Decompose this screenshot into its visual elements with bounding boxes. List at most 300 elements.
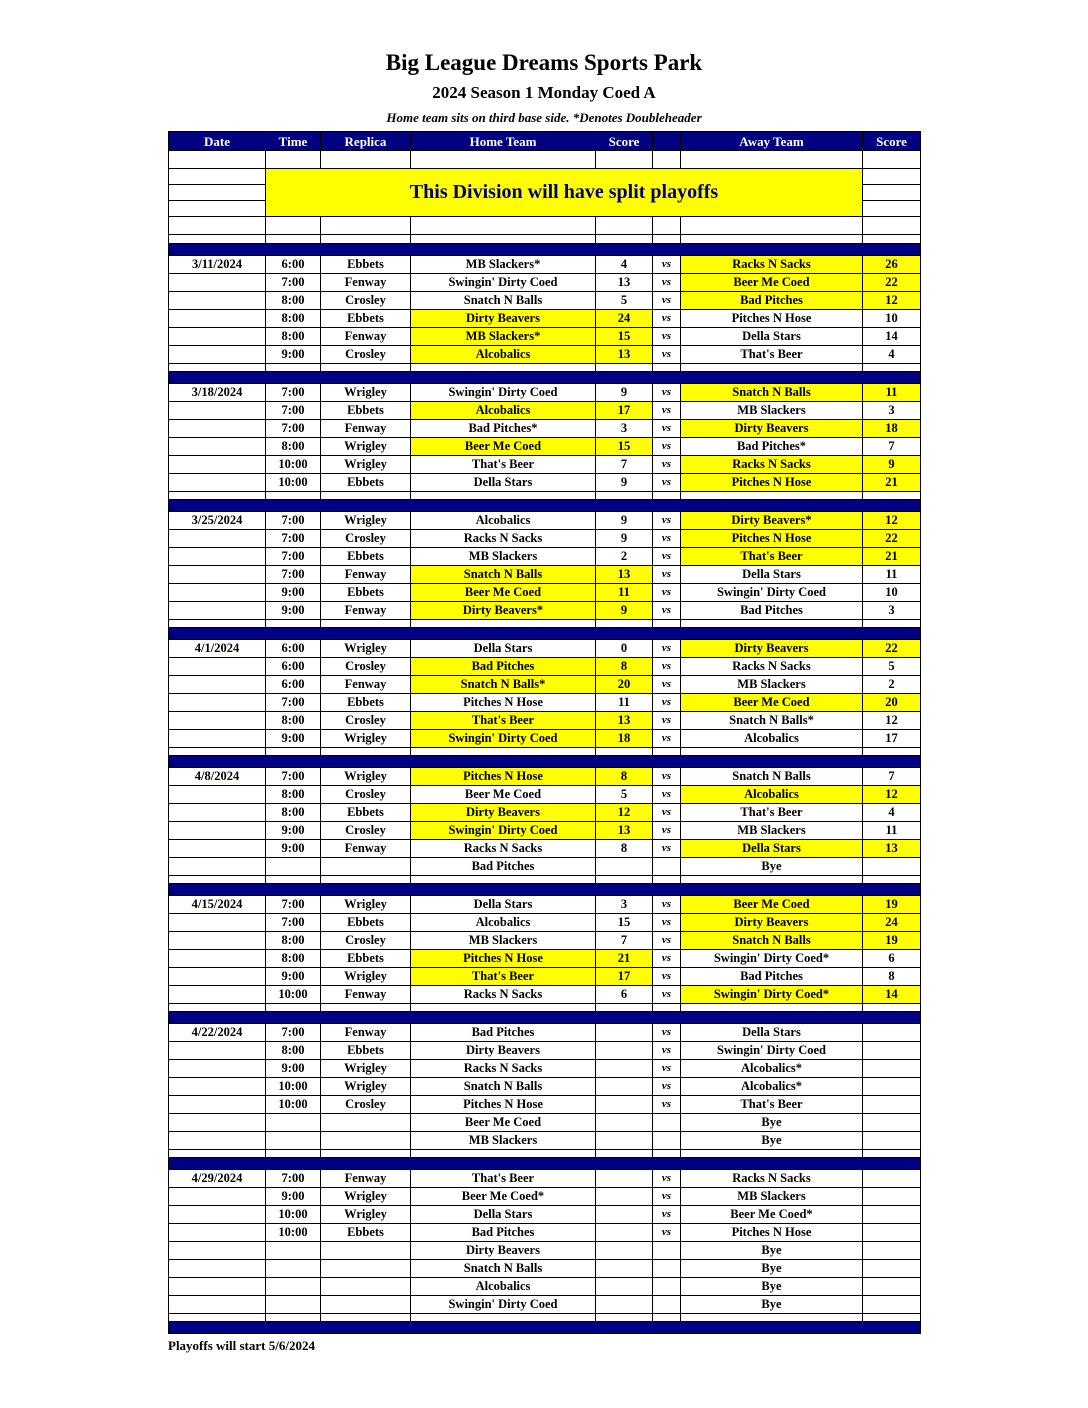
date-cell — [169, 420, 266, 438]
home-team-cell: Racks N Sacks — [411, 986, 596, 1004]
away-score-cell: 12 — [863, 786, 921, 804]
vs-label: vs — [653, 548, 681, 566]
date-cell — [169, 968, 266, 986]
date-cell — [169, 986, 266, 1004]
home-score-cell: 8 — [596, 840, 653, 858]
blank-row — [169, 235, 921, 244]
game-row — [169, 968, 921, 986]
date-cell — [169, 712, 266, 730]
home-score-cell — [596, 1042, 653, 1060]
replica-cell: Ebbets — [321, 584, 411, 602]
home-score-cell: 3 — [596, 896, 653, 914]
away-score-cell: 21 — [863, 474, 921, 492]
time-cell: 7:00 — [266, 566, 321, 584]
home-team-cell: Bad Pitches* — [411, 420, 596, 438]
game-row — [169, 986, 921, 1004]
home-team-cell: Dirty Beavers — [411, 310, 596, 328]
away-team-cell: Bye — [681, 1242, 863, 1260]
home-team-cell: Alcobalics — [411, 346, 596, 364]
home-score-cell — [596, 1078, 653, 1096]
date-cell — [169, 858, 266, 876]
spacer-cell — [596, 364, 653, 372]
away-team-cell: Bad Pitches — [681, 292, 863, 310]
date-cell — [169, 310, 266, 328]
home-team-cell: Beer Me Coed* — [411, 1188, 596, 1206]
home-score-cell: 7 — [596, 932, 653, 950]
date-cell: 4/15/2024 — [169, 896, 266, 914]
vs-label: vs — [653, 1096, 681, 1114]
away-team-cell: Beer Me Coed — [681, 274, 863, 292]
home-score-cell — [596, 1096, 653, 1114]
away-team-cell: Swingin' Dirty Coed* — [681, 950, 863, 968]
spacer-cell — [266, 876, 321, 884]
game-row — [169, 530, 921, 548]
date-cell — [169, 346, 266, 364]
away-team-cell: Della Stars — [681, 566, 863, 584]
replica-cell: Fenway — [321, 1024, 411, 1042]
time-cell: 7:00 — [266, 914, 321, 932]
date-cell: 4/22/2024 — [169, 1024, 266, 1042]
spacer-cell — [266, 748, 321, 756]
away-team-cell: MB Slackers — [681, 822, 863, 840]
spacer-cell — [596, 876, 653, 884]
replica-cell: Wrigley — [321, 896, 411, 914]
game-row — [169, 512, 921, 530]
home-score-cell — [596, 1242, 653, 1260]
spacer-row — [169, 748, 921, 756]
spacer-cell — [653, 1004, 681, 1012]
home-team-cell: Pitches N Hose — [411, 950, 596, 968]
time-cell — [266, 858, 321, 876]
date-cell — [169, 1188, 266, 1206]
division-banner: This Division will have split playoffs — [266, 169, 863, 217]
home-team-cell: That's Beer — [411, 968, 596, 986]
home-team-cell: Beer Me Coed — [411, 584, 596, 602]
spacer-cell — [266, 492, 321, 500]
time-cell: 8:00 — [266, 786, 321, 804]
date-cell — [169, 566, 266, 584]
vs-label: vs — [653, 932, 681, 950]
home-team-cell: MB Slackers* — [411, 328, 596, 346]
replica-cell: Wrigley — [321, 1188, 411, 1206]
away-team-cell: Snatch N Balls — [681, 384, 863, 402]
home-score-cell — [596, 1278, 653, 1296]
away-score-cell — [863, 1042, 921, 1060]
game-row — [169, 640, 921, 658]
home-team-cell: MB Slackers* — [411, 256, 596, 274]
home-score-cell: 7 — [596, 456, 653, 474]
date-cell — [169, 914, 266, 932]
replica-cell: Fenway — [321, 1170, 411, 1188]
replica-cell: Fenway — [321, 840, 411, 858]
replica-cell: Crosley — [321, 932, 411, 950]
game-row — [169, 328, 921, 346]
date-cell — [169, 676, 266, 694]
game-row — [169, 346, 921, 364]
date-cell: 4/29/2024 — [169, 1170, 266, 1188]
game-row — [169, 310, 921, 328]
home-score-cell — [596, 1260, 653, 1278]
replica-cell: Wrigley — [321, 730, 411, 748]
game-row — [169, 584, 921, 602]
game-row — [169, 1296, 921, 1314]
vs-label: vs — [653, 986, 681, 1004]
game-row — [169, 438, 921, 456]
vs-label: vs — [653, 1042, 681, 1060]
game-row — [169, 1078, 921, 1096]
home-score-cell: 17 — [596, 968, 653, 986]
home-score-cell: 8 — [596, 658, 653, 676]
replica-cell — [321, 1242, 411, 1260]
replica-cell: Fenway — [321, 986, 411, 1004]
replica-cell: Ebbets — [321, 256, 411, 274]
spacer-cell — [653, 1314, 681, 1322]
week-separator — [169, 244, 921, 256]
spacer-cell — [169, 364, 266, 372]
home-score-cell: 9 — [596, 602, 653, 620]
home-score-cell: 13 — [596, 822, 653, 840]
home-team-cell: Snatch N Balls — [411, 566, 596, 584]
away-score-cell — [863, 1188, 921, 1206]
home-score-cell: 0 — [596, 640, 653, 658]
spacer-cell — [266, 1004, 321, 1012]
spacer-cell — [169, 1314, 266, 1322]
date-cell — [169, 1042, 266, 1060]
date-cell — [169, 694, 266, 712]
replica-cell: Wrigley — [321, 968, 411, 986]
away-score-cell: 22 — [863, 640, 921, 658]
replica-cell: Crosley — [321, 658, 411, 676]
date-cell — [169, 1206, 266, 1224]
replica-cell: Crosley — [321, 1096, 411, 1114]
away-team-cell: Bye — [681, 1114, 863, 1132]
away-score-cell — [863, 1260, 921, 1278]
spacer-cell — [411, 876, 596, 884]
away-score-cell: 22 — [863, 274, 921, 292]
date-cell — [169, 840, 266, 858]
game-row — [169, 1132, 921, 1150]
time-cell: 9:00 — [266, 602, 321, 620]
time-cell: 7:00 — [266, 548, 321, 566]
time-cell: 7:00 — [266, 384, 321, 402]
replica-cell — [321, 1132, 411, 1150]
away-team-cell: Snatch N Balls — [681, 768, 863, 786]
time-cell: 9:00 — [266, 1188, 321, 1206]
home-score-cell — [596, 1114, 653, 1132]
spacer-cell — [321, 1150, 411, 1158]
date-cell — [169, 822, 266, 840]
home-team-cell: Beer Me Coed — [411, 786, 596, 804]
home-score-cell: 9 — [596, 512, 653, 530]
away-score-cell: 13 — [863, 840, 921, 858]
time-cell: 8:00 — [266, 950, 321, 968]
home-team-cell: Dirty Beavers — [411, 1242, 596, 1260]
game-row — [169, 914, 921, 932]
week-separator — [169, 500, 921, 512]
away-team-cell: Beer Me Coed* — [681, 1206, 863, 1224]
schedule-grid — [168, 131, 921, 1334]
date-cell — [169, 292, 266, 310]
home-team-cell: Bad Pitches — [411, 658, 596, 676]
vs-label: vs — [653, 694, 681, 712]
away-team-cell: Dirty Beavers — [681, 914, 863, 932]
away-score-cell: 12 — [863, 712, 921, 730]
time-cell: 7:00 — [266, 896, 321, 914]
time-cell: 8:00 — [266, 932, 321, 950]
spacer-cell — [596, 492, 653, 500]
replica-cell: Crosley — [321, 292, 411, 310]
game-row — [169, 456, 921, 474]
spacer-cell — [266, 1150, 321, 1158]
away-score-cell: 18 — [863, 420, 921, 438]
date-cell: 4/8/2024 — [169, 768, 266, 786]
away-team-cell: Bad Pitches — [681, 602, 863, 620]
away-score-cell: 11 — [863, 566, 921, 584]
time-cell: 10:00 — [266, 456, 321, 474]
time-cell — [266, 1278, 321, 1296]
replica-cell: Crosley — [321, 346, 411, 364]
date-cell — [169, 932, 266, 950]
away-score-cell: 11 — [863, 384, 921, 402]
away-score-cell — [863, 1114, 921, 1132]
home-team-cell: Beer Me Coed — [411, 438, 596, 456]
away-team-cell: Alcobalics* — [681, 1060, 863, 1078]
vs-label: vs — [653, 584, 681, 602]
home-team-note: Home team sits on third base side. *Denotes Doubleheader — [386, 110, 702, 125]
home-team-cell: Alcobalics — [411, 914, 596, 932]
home-team-cell: Swingin' Dirty Coed — [411, 384, 596, 402]
spacer-cell — [411, 620, 596, 628]
spacer-cell — [169, 1004, 266, 1012]
date-cell — [169, 548, 266, 566]
game-row — [169, 402, 921, 420]
vs-label — [653, 1278, 681, 1296]
spacer-cell — [681, 620, 863, 628]
away-score-cell — [863, 1206, 921, 1224]
replica-cell: Fenway — [321, 602, 411, 620]
home-score-cell — [596, 1170, 653, 1188]
banner-left-cells — [169, 169, 266, 217]
away-score-cell — [863, 1278, 921, 1296]
vs-label: vs — [653, 274, 681, 292]
away-score-cell: 3 — [863, 602, 921, 620]
replica-cell: Wrigley — [321, 438, 411, 456]
spacer-cell — [596, 1150, 653, 1158]
away-team-cell: Pitches N Hose — [681, 474, 863, 492]
date-cell — [169, 1078, 266, 1096]
away-score-cell: 14 — [863, 986, 921, 1004]
game-row — [169, 1170, 921, 1188]
away-team-cell: Bad Pitches — [681, 968, 863, 986]
time-cell: 9:00 — [266, 346, 321, 364]
spacer-cell — [596, 620, 653, 628]
vs-label — [653, 1260, 681, 1278]
date-cell — [169, 1278, 266, 1296]
home-team-cell: Swingin' Dirty Coed — [411, 822, 596, 840]
game-row — [169, 1060, 921, 1078]
away-score-cell: 2 — [863, 676, 921, 694]
home-score-cell: 13 — [596, 274, 653, 292]
replica-cell — [321, 1278, 411, 1296]
away-score-cell: 14 — [863, 328, 921, 346]
home-score-cell: 6 — [596, 986, 653, 1004]
spacer-cell — [681, 1314, 863, 1322]
vs-label: vs — [653, 530, 681, 548]
home-team-cell: Beer Me Coed — [411, 1114, 596, 1132]
vs-label: vs — [653, 822, 681, 840]
away-team-cell: Racks N Sacks — [681, 256, 863, 274]
replica-cell: Crosley — [321, 786, 411, 804]
away-team-cell: Beer Me Coed — [681, 896, 863, 914]
replica-cell: Fenway — [321, 676, 411, 694]
replica-cell — [321, 1114, 411, 1132]
spacer-cell — [321, 1004, 411, 1012]
home-score-cell: 9 — [596, 530, 653, 548]
game-row — [169, 548, 921, 566]
away-team-cell: Pitches N Hose — [681, 310, 863, 328]
home-score-cell: 15 — [596, 914, 653, 932]
away-team-cell: Alcobalics — [681, 730, 863, 748]
spacer-cell — [653, 492, 681, 500]
time-cell: 7:00 — [266, 512, 321, 530]
spacer-cell — [653, 364, 681, 372]
home-score-cell: 9 — [596, 474, 653, 492]
home-score-cell — [596, 1296, 653, 1314]
vs-label — [653, 1132, 681, 1150]
schedule-table — [168, 131, 922, 1354]
home-team-cell: That's Beer — [411, 456, 596, 474]
game-row — [169, 896, 921, 914]
spacer-cell — [321, 620, 411, 628]
away-score-cell: 19 — [863, 896, 921, 914]
week-separator — [169, 372, 921, 384]
time-cell: 8:00 — [266, 804, 321, 822]
spacer-cell — [321, 364, 411, 372]
vs-label: vs — [653, 402, 681, 420]
game-row — [169, 786, 921, 804]
game-row — [169, 1114, 921, 1132]
vs-label: vs — [653, 292, 681, 310]
replica-cell: Crosley — [321, 712, 411, 730]
game-row — [169, 1242, 921, 1260]
time-cell — [266, 1242, 321, 1260]
date-cell — [169, 1132, 266, 1150]
replica-cell: Fenway — [321, 566, 411, 584]
game-row — [169, 1278, 921, 1296]
spacer-cell — [321, 748, 411, 756]
date-cell — [169, 1260, 266, 1278]
vs-label: vs — [653, 1078, 681, 1096]
col-header-home-score: Score — [596, 132, 653, 151]
away-team-cell: Bye — [681, 1296, 863, 1314]
vs-label: vs — [653, 346, 681, 364]
game-row — [169, 1260, 921, 1278]
column-header-row — [169, 132, 921, 151]
replica-cell: Ebbets — [321, 402, 411, 420]
home-score-cell — [596, 1060, 653, 1078]
spacer-cell — [863, 364, 921, 372]
home-team-cell: Racks N Sacks — [411, 840, 596, 858]
game-row — [169, 822, 921, 840]
home-score-cell: 13 — [596, 346, 653, 364]
away-score-cell: 21 — [863, 548, 921, 566]
vs-label — [653, 1242, 681, 1260]
time-cell: 6:00 — [266, 658, 321, 676]
replica-cell — [321, 858, 411, 876]
away-score-cell: 4 — [863, 804, 921, 822]
away-score-cell: 24 — [863, 914, 921, 932]
spacer-cell — [653, 1150, 681, 1158]
home-team-cell: Della Stars — [411, 640, 596, 658]
home-team-cell: Alcobalics — [411, 1278, 596, 1296]
home-team-cell: Bad Pitches — [411, 1024, 596, 1042]
vs-label: vs — [653, 914, 681, 932]
spacer-cell — [411, 1150, 596, 1158]
col-header-away-team: Away Team — [681, 132, 863, 151]
home-score-cell: 9 — [596, 384, 653, 402]
game-row — [169, 384, 921, 402]
vs-label: vs — [653, 950, 681, 968]
home-score-cell: 18 — [596, 730, 653, 748]
game-row — [169, 420, 921, 438]
time-cell: 10:00 — [266, 474, 321, 492]
home-team-cell: Alcobalics — [411, 402, 596, 420]
away-score-cell — [863, 1224, 921, 1242]
spacer-cell — [169, 492, 266, 500]
vs-label: vs — [653, 640, 681, 658]
time-cell: 9:00 — [266, 840, 321, 858]
game-row — [169, 274, 921, 292]
spacer-cell — [596, 748, 653, 756]
spacer-cell — [863, 620, 921, 628]
time-cell: 6:00 — [266, 640, 321, 658]
replica-cell: Ebbets — [321, 1042, 411, 1060]
schedule-weeks — [169, 244, 921, 1334]
vs-label: vs — [653, 1188, 681, 1206]
away-team-cell: Della Stars — [681, 1024, 863, 1042]
home-score-cell: 2 — [596, 548, 653, 566]
vs-label: vs — [653, 420, 681, 438]
away-team-cell: Dirty Beavers — [681, 640, 863, 658]
banner-row — [169, 169, 921, 217]
home-team-cell: Pitches N Hose — [411, 694, 596, 712]
replica-cell: Fenway — [321, 420, 411, 438]
away-team-cell: Della Stars — [681, 840, 863, 858]
vs-label: vs — [653, 968, 681, 986]
home-score-cell: 24 — [596, 310, 653, 328]
away-score-cell: 10 — [863, 310, 921, 328]
spacer-cell — [266, 1314, 321, 1322]
home-team-cell: Snatch N Balls* — [411, 676, 596, 694]
spacer-cell — [863, 748, 921, 756]
spacer-row — [169, 876, 921, 884]
home-score-cell — [596, 1188, 653, 1206]
replica-cell: Ebbets — [321, 474, 411, 492]
game-row — [169, 932, 921, 950]
time-cell: 10:00 — [266, 1096, 321, 1114]
replica-cell: Wrigley — [321, 768, 411, 786]
home-team-cell: That's Beer — [411, 1170, 596, 1188]
replica-cell: Crosley — [321, 822, 411, 840]
vs-label: vs — [653, 1060, 681, 1078]
away-team-cell: Bad Pitches* — [681, 438, 863, 456]
week-separator — [169, 1322, 921, 1334]
away-team-cell: Bye — [681, 1278, 863, 1296]
away-team-cell: Dirty Beavers — [681, 420, 863, 438]
replica-cell: Wrigley — [321, 1078, 411, 1096]
replica-cell: Fenway — [321, 328, 411, 346]
time-cell: 7:00 — [266, 694, 321, 712]
